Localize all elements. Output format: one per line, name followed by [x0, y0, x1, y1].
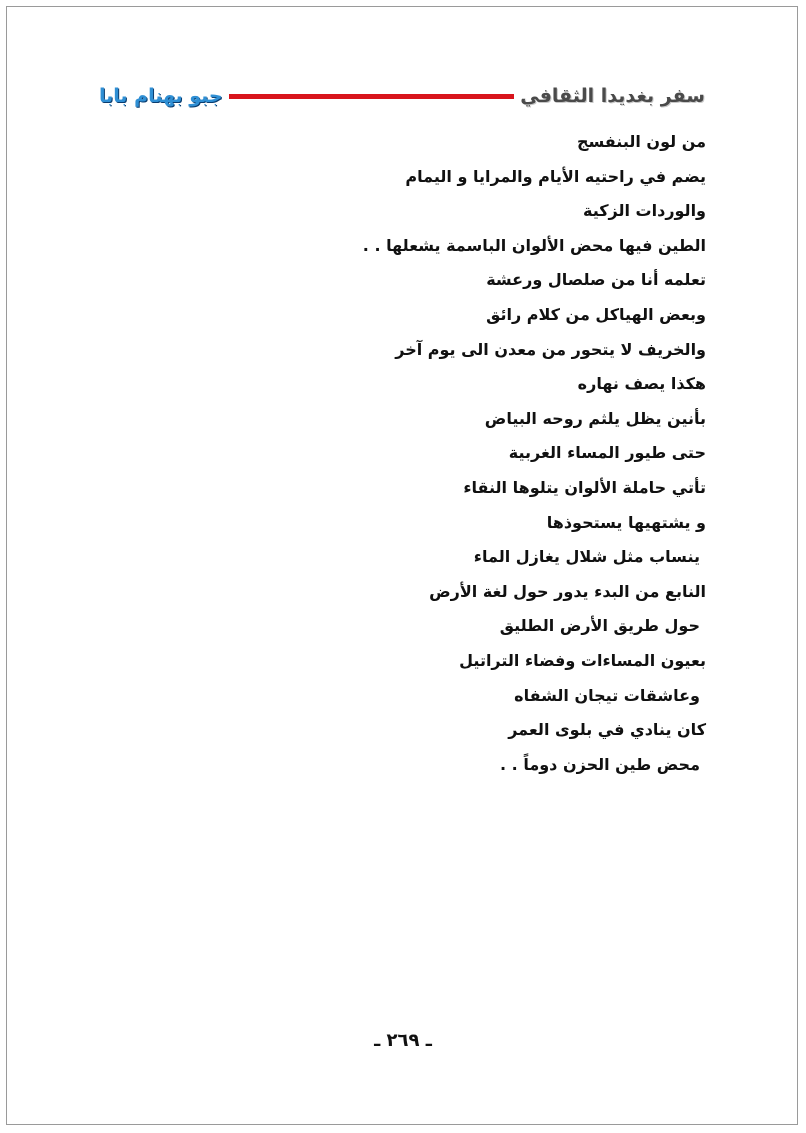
poem-line: هكذا يصف نهاره [577, 374, 706, 394]
poem-line: والخريف لا يتحور من معدن الى يوم آخر [395, 339, 706, 359]
poem-line: و يشتهيها يستحوذها [546, 512, 706, 532]
header-author-name: جبو بهنام بابا [97, 82, 229, 110]
poem-line: تأتي حاملة الألوان يتلوها النقاء [463, 477, 706, 497]
page-header [97, 82, 707, 110]
poem-line: يضم في راحتيه الأيام والمرايا و اليمام [405, 166, 706, 186]
poem-line: بأنين يظل يلثم روحه البياض [484, 408, 706, 428]
poem-line: والوردات الزكية [582, 201, 706, 221]
header-book-title: سفر بغديدا الثقافي [514, 82, 707, 110]
poem-line: حول طريق الأرض الطليق [499, 616, 700, 636]
poem-line: تعلمه أنا من صلصال ورعشة [486, 270, 706, 290]
page-number: ـ ٢٦٩ ـ [374, 1030, 432, 1051]
poem-line: النابع من البدء يدور حول لغة الأرض [429, 581, 706, 601]
poem-line: محض طين الحزن دوماً . . [500, 754, 700, 774]
poem-line: وبعض الهياكل من كلام رائق [486, 304, 706, 324]
poem-line: كان ينادي في بلوى العمر [508, 720, 706, 740]
poem-line: وعاشقات تيجان الشفاه [514, 685, 700, 705]
poem-text [306, 125, 706, 782]
poem-line: ينساب مثل شلال يغازل الماء [473, 547, 700, 567]
poem-line: من لون البنفسج [576, 132, 706, 151]
poem-line: الطين فيها محض الألوان الباسمة يشعلها . . [362, 235, 706, 255]
poem-line: بعيون المساءات وفضاء التراتيل [459, 650, 706, 670]
poem-line: حتى طيور المساء الغربية [508, 443, 706, 463]
